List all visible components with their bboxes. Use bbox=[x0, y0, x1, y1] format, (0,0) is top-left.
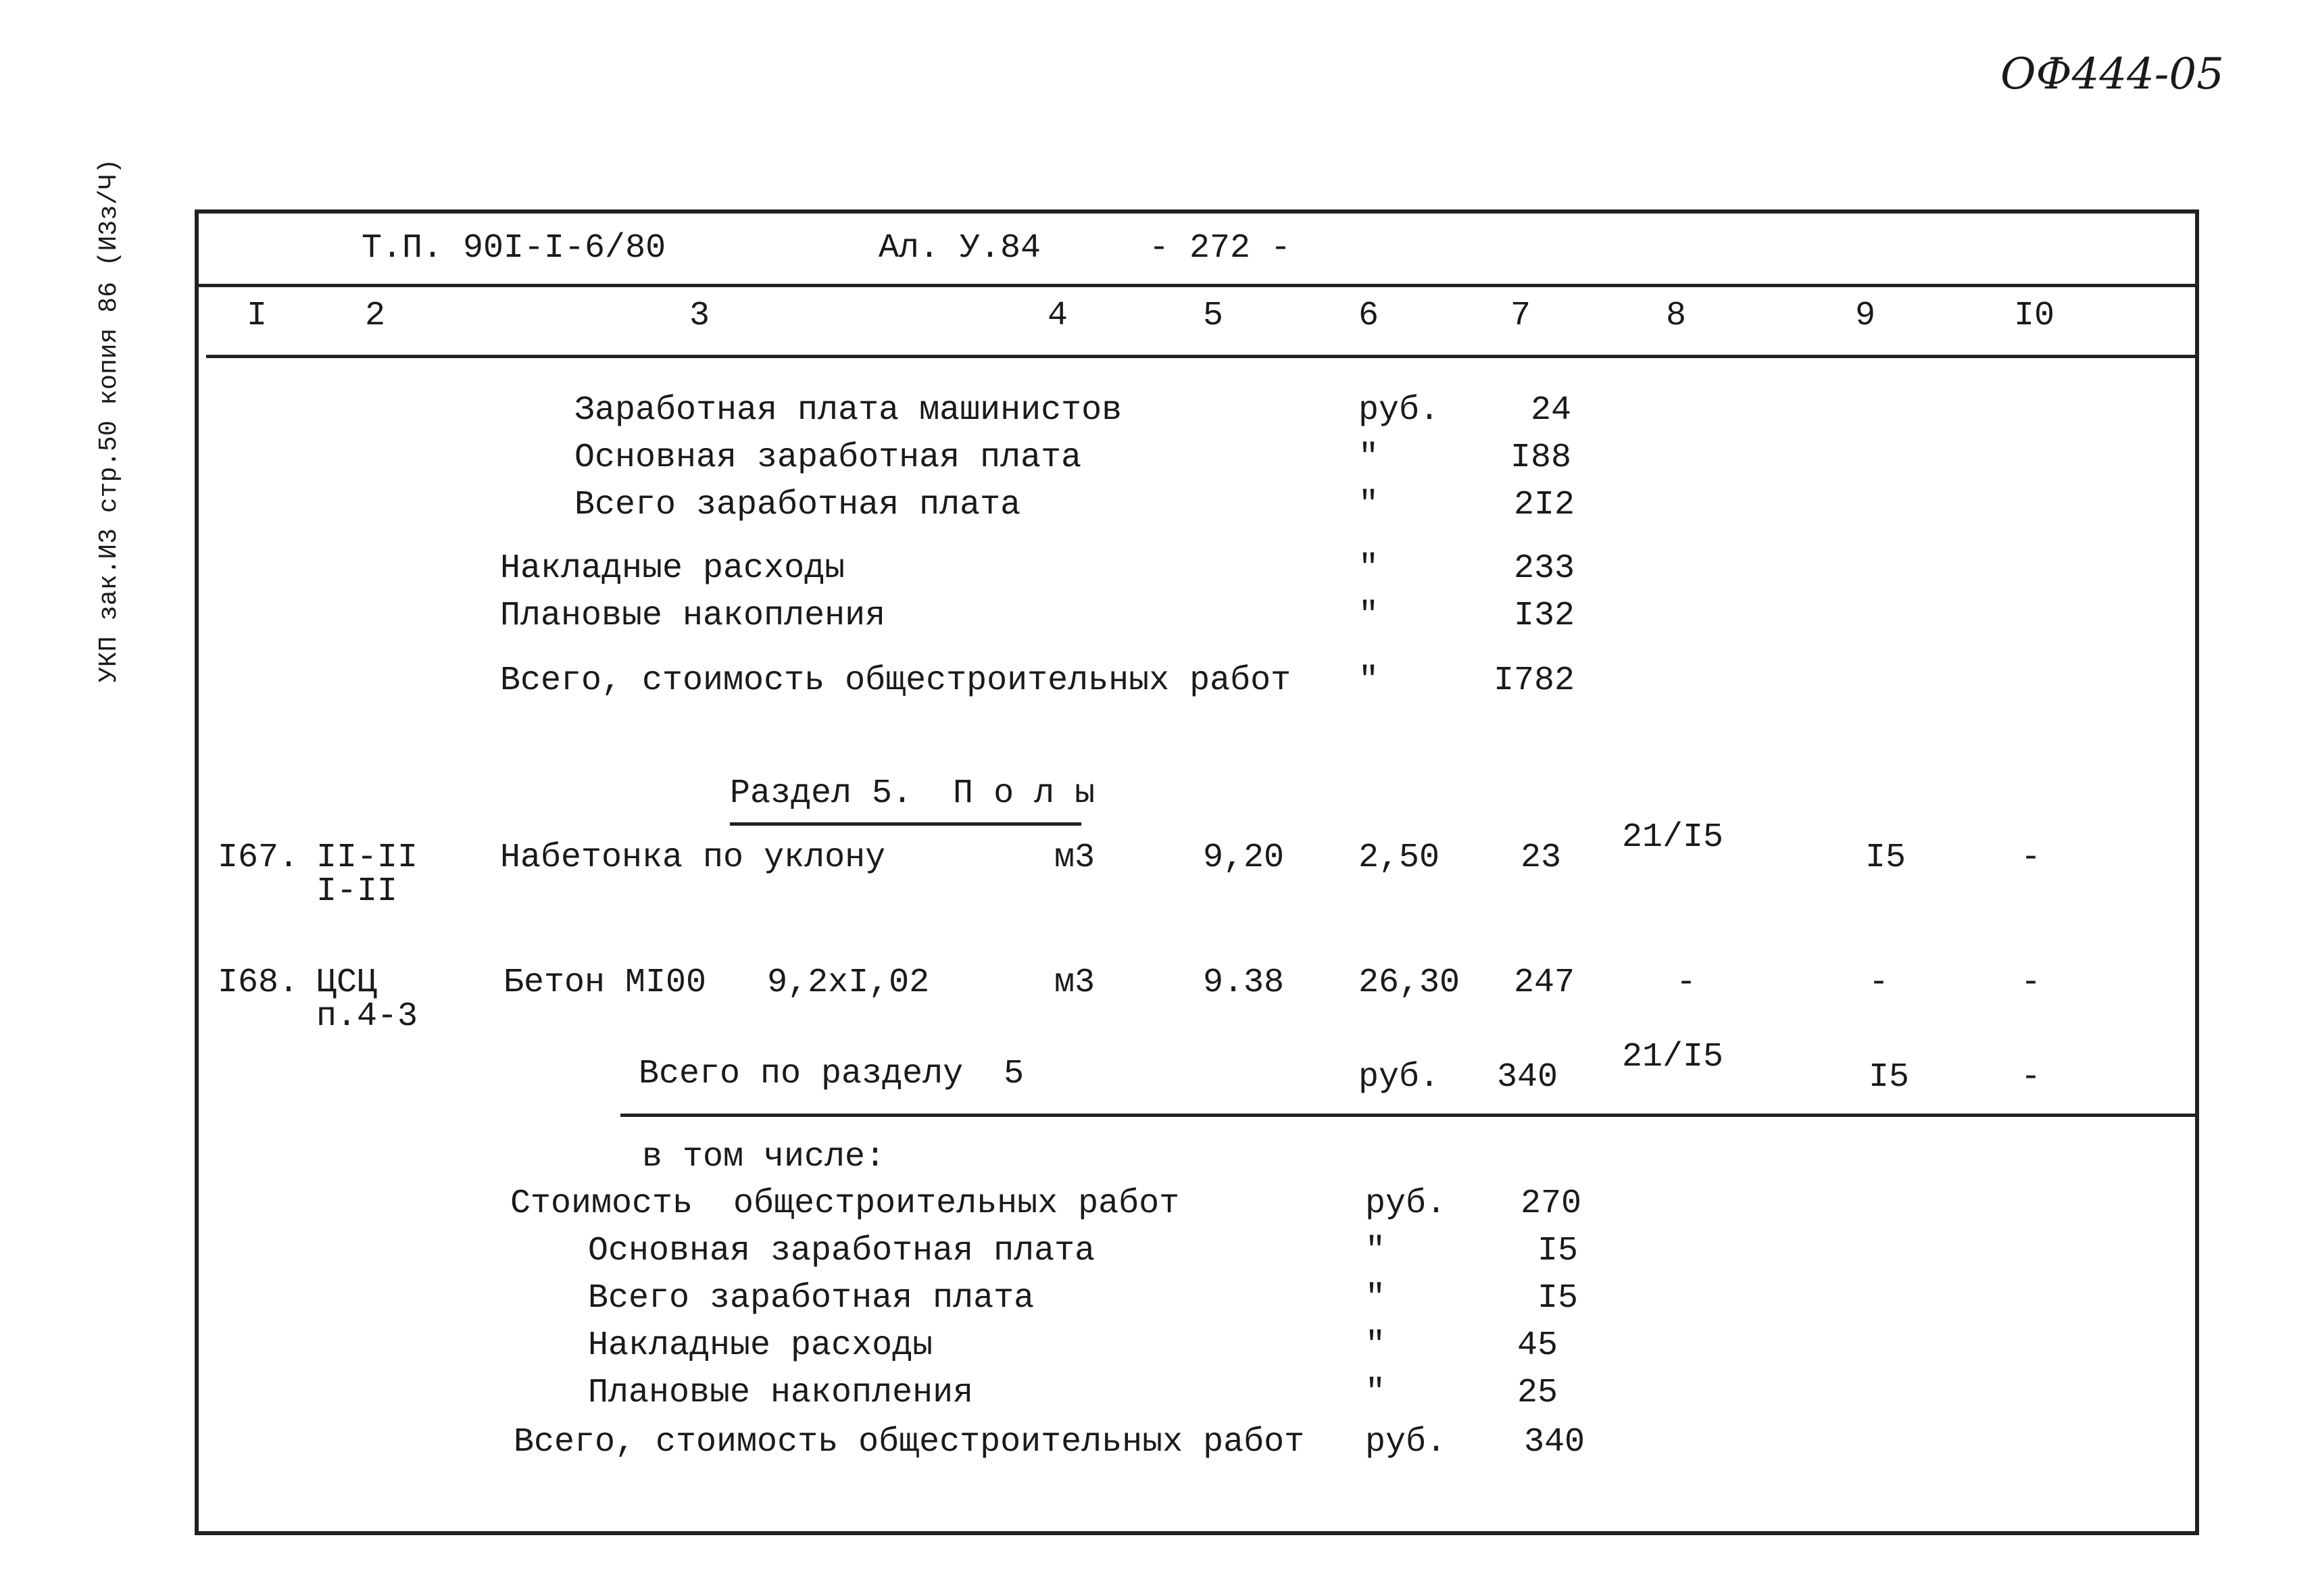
summary-bottom-label: Стоимость общестроительных работ bbox=[510, 1184, 1180, 1223]
summary-top-value: I782 bbox=[1494, 662, 1575, 700]
section-total-col9: I5 bbox=[1869, 1058, 1910, 1097]
row-quantity: 9.38 bbox=[1203, 964, 1285, 1002]
row-unit-price: 2,50 bbox=[1358, 839, 1440, 877]
section-title: Раздел 5. П о л ы bbox=[730, 774, 1096, 813]
summary-top-unit: " bbox=[1358, 486, 1379, 524]
section-total-col10: - bbox=[2021, 1058, 2042, 1097]
summary-bottom-unit: " bbox=[1365, 1279, 1386, 1318]
summary-top-label: Заработная плата машинистов bbox=[574, 391, 1123, 430]
album-number: Ал. У.84 bbox=[879, 229, 1041, 268]
col-header-7: 7 bbox=[1510, 297, 1531, 335]
summary-bottom-value: 45 bbox=[1517, 1326, 1558, 1365]
summary-top-value: 233 bbox=[1514, 549, 1575, 588]
summary-bottom-value: I5 bbox=[1537, 1279, 1579, 1318]
page-number: - 272 - bbox=[1149, 229, 1291, 268]
summary-top-unit: " bbox=[1358, 597, 1379, 635]
section-total-value: 340 bbox=[1497, 1058, 1558, 1097]
summary-bottom-unit: " bbox=[1365, 1326, 1386, 1365]
row-name: Бетон МI00 9,2хI,02 bbox=[503, 964, 930, 1002]
header-divider bbox=[196, 284, 2198, 287]
summary-top-value: I32 bbox=[1514, 597, 1575, 635]
row-cost: 247 bbox=[1514, 964, 1575, 1002]
row-code: ЦСЦ bbox=[316, 964, 378, 1002]
summary-top-label: Основная заработная плата bbox=[574, 439, 1082, 477]
summary-top-label: Плановые накопления bbox=[500, 597, 886, 635]
row-col10: - bbox=[2021, 964, 2042, 1002]
section-title-underline bbox=[730, 822, 1081, 826]
summary-top-unit: " bbox=[1358, 549, 1379, 588]
summary-bottom-value: I5 bbox=[1537, 1232, 1579, 1270]
summary-bottom-unit: " bbox=[1365, 1374, 1386, 1412]
summary-top-label: Всего, стоимость общестроительных работ bbox=[500, 662, 1291, 700]
row-unit: м3 bbox=[1054, 839, 1096, 877]
section-total-label: Всего по разделу 5 bbox=[639, 1055, 1025, 1093]
col-header-1: I bbox=[247, 297, 268, 335]
row-col10: - bbox=[2021, 839, 2042, 877]
summary-bottom-label: Плановые накопления bbox=[588, 1374, 974, 1412]
row-quantity: 9,20 bbox=[1203, 839, 1285, 877]
section-total-col8: 21/I5 bbox=[1622, 1038, 1724, 1076]
row-number: I67. bbox=[218, 839, 299, 877]
col-header-6: 6 bbox=[1358, 297, 1379, 335]
summary-bottom-label: Всего, стоимость общестроительных работ bbox=[514, 1423, 1305, 1462]
summary-bottom-label: Накладные расходы bbox=[588, 1326, 933, 1365]
row-code-sub: I-II bbox=[316, 872, 398, 911]
summary-top-unit: " bbox=[1358, 439, 1379, 477]
section-total-unit: руб. bbox=[1358, 1058, 1440, 1097]
summary-bottom-unit: " bbox=[1365, 1232, 1386, 1270]
side-note: УКП зак.И3 стр.50 копия 86 (И3з/Ч) bbox=[95, 158, 124, 682]
summary-bottom-label: Основная заработная плата bbox=[588, 1232, 1096, 1270]
col-header-5: 5 bbox=[1203, 297, 1224, 335]
summary-top-value: I88 bbox=[1510, 439, 1572, 477]
including-label: в том числе: bbox=[642, 1138, 886, 1176]
row-code: II-II bbox=[316, 839, 418, 877]
row-unit-price: 26,30 bbox=[1358, 964, 1460, 1002]
col-header-2: 2 bbox=[365, 297, 386, 335]
row-number: I68. bbox=[218, 964, 299, 1002]
summary-bottom-unit: руб. bbox=[1365, 1184, 1447, 1223]
summary-bottom-value: 340 bbox=[1524, 1423, 1585, 1462]
summary-top-unit: " bbox=[1358, 662, 1379, 700]
row-col8: 21/I5 bbox=[1622, 818, 1724, 857]
section-total-divider bbox=[620, 1114, 2195, 1117]
col-header-4: 4 bbox=[1048, 297, 1068, 335]
tp-number: Т.П. 90I-I-6/80 bbox=[362, 229, 666, 268]
archive-stamp: ОФ444-05 bbox=[2000, 49, 2224, 99]
summary-bottom-value: 270 bbox=[1521, 1184, 1582, 1223]
row-col9: I5 bbox=[1865, 839, 1906, 877]
row-col9: - bbox=[1869, 964, 1890, 1002]
row-cost: 23 bbox=[1521, 839, 1562, 877]
col-header-10: I0 bbox=[2014, 297, 2055, 335]
summary-bottom-label: Всего заработная плата bbox=[588, 1279, 1035, 1318]
row-code-sub: п.4-3 bbox=[316, 997, 418, 1036]
col-header-8: 8 bbox=[1666, 297, 1687, 335]
column-header-divider bbox=[206, 355, 2196, 358]
summary-top-value: 24 bbox=[1531, 391, 1572, 430]
summary-bottom-unit: руб. bbox=[1365, 1423, 1447, 1462]
summary-top-value: 2I2 bbox=[1514, 486, 1575, 524]
summary-top-unit: руб. bbox=[1358, 391, 1440, 430]
row-name: Набетонка по уклону bbox=[500, 839, 886, 877]
summary-top-label: Накладные расходы bbox=[500, 549, 845, 588]
summary-top-label: Всего заработная плата bbox=[574, 486, 1021, 524]
col-header-3: 3 bbox=[689, 297, 710, 335]
row-col8: - bbox=[1676, 964, 1697, 1002]
col-header-9: 9 bbox=[1855, 297, 1876, 335]
row-unit: м3 bbox=[1054, 964, 1096, 1002]
summary-bottom-value: 25 bbox=[1517, 1374, 1558, 1412]
